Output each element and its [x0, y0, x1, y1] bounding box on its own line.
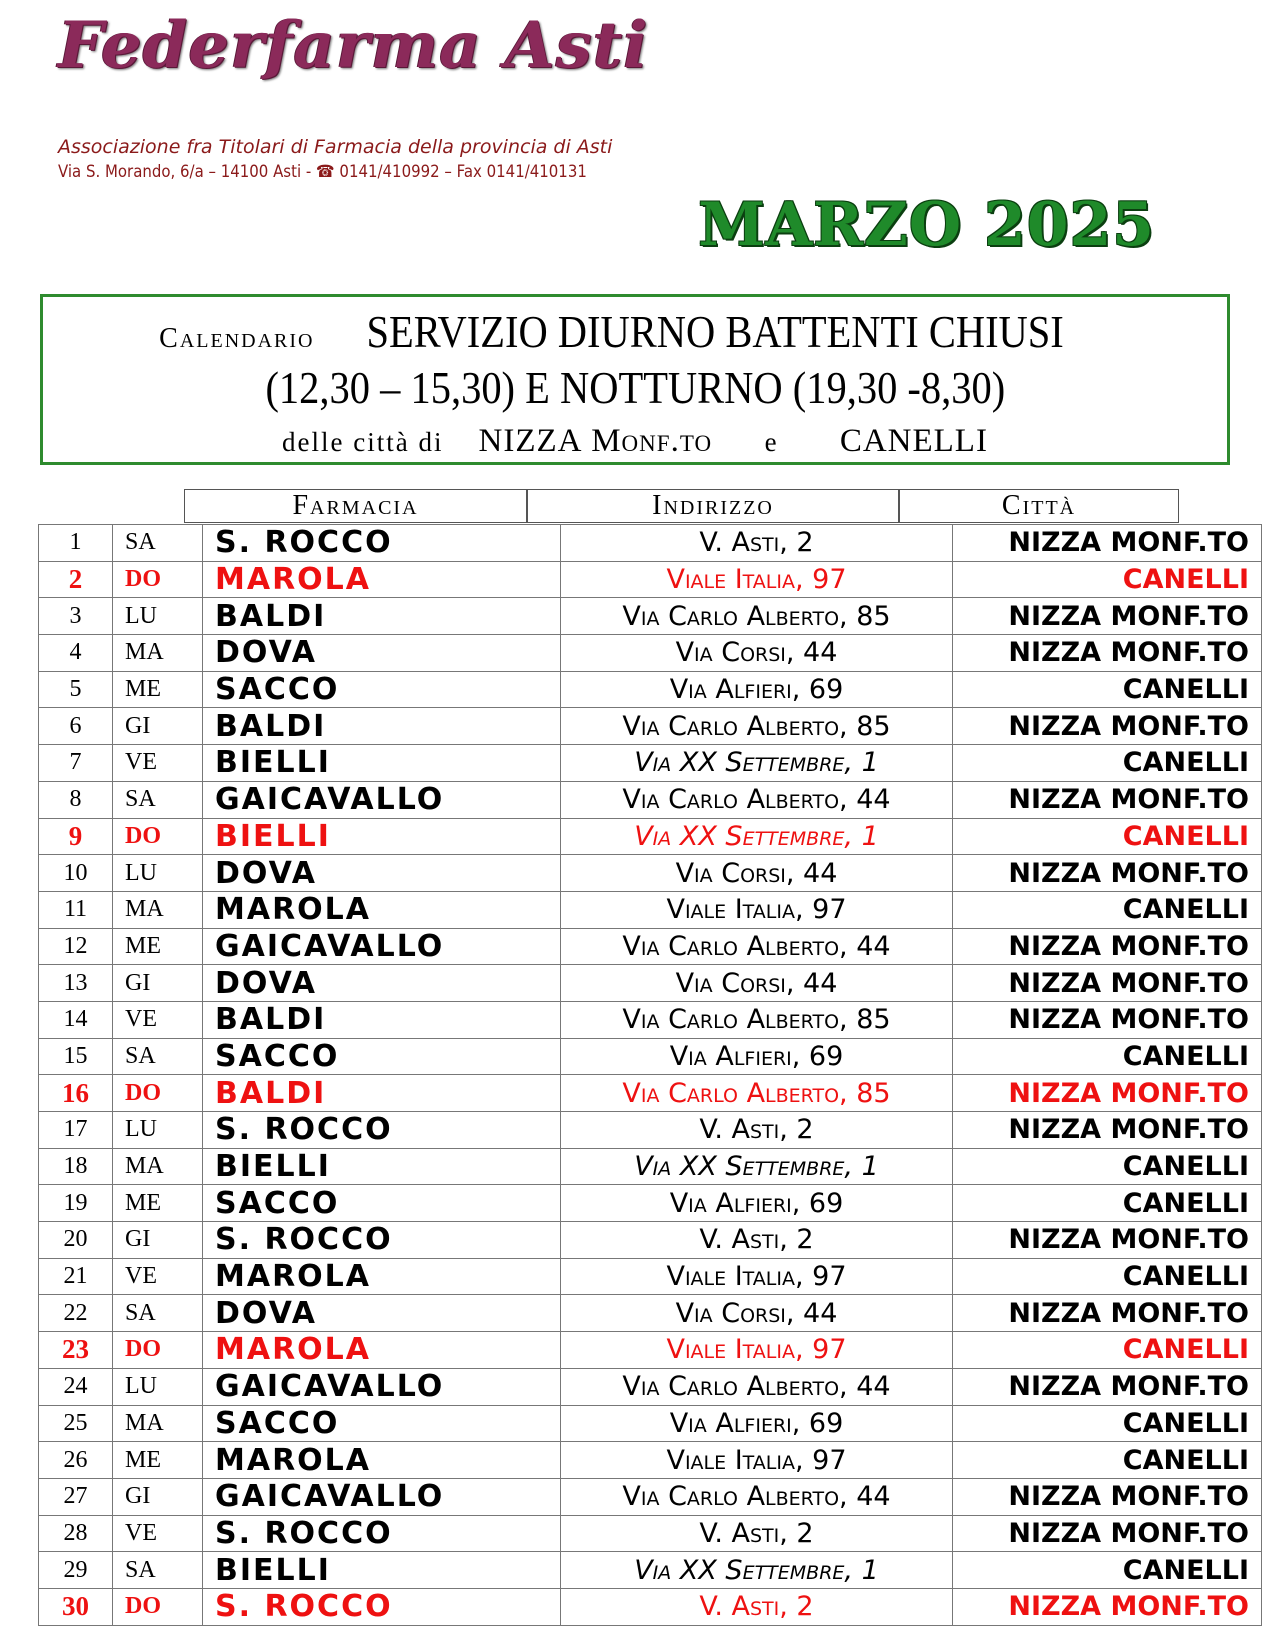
day-number: 24 [39, 1368, 113, 1405]
title-hours [43, 361, 1227, 414]
pharmacy-name: GAICAVALLO [203, 1368, 561, 1405]
day-number: 16 [39, 1075, 113, 1112]
pharmacy-address: Viale Italia, 97 [561, 561, 953, 598]
pharmacy-address: V. Asti, 2 [561, 1112, 953, 1149]
pharmacy-name: MAROLA [203, 1258, 561, 1295]
day-number: 9 [39, 818, 113, 855]
pharmacy-name: MAROLA [203, 1332, 561, 1369]
pharmacy-address: Via XX Settembre, 1 [561, 1552, 953, 1589]
day-number: 19 [39, 1185, 113, 1222]
day-number: 26 [39, 1442, 113, 1479]
day-of-week: DO [113, 818, 203, 855]
pharmacy-address: Via Carlo Alberto, 44 [561, 1478, 953, 1515]
pharmacy-name: GAICAVALLO [203, 1478, 561, 1515]
pharmacy-city: CANELLI [953, 1185, 1262, 1222]
pharmacy-name: SACCO [203, 1405, 561, 1442]
day-of-week: VE [113, 1515, 203, 1552]
day-of-week: ME [113, 671, 203, 708]
pharmacy-name: DOVA [203, 635, 561, 672]
day-number: 4 [39, 635, 113, 672]
day-of-week: GI [113, 708, 203, 745]
day-of-week: SA [113, 781, 203, 818]
day-of-week: LU [113, 1368, 203, 1405]
day-of-week: ME [113, 1185, 203, 1222]
table-row [39, 1515, 1262, 1552]
pharmacy-city: NIZZA MONF.TO [953, 525, 1262, 562]
day-number: 18 [39, 1148, 113, 1185]
day-of-week: SA [113, 1038, 203, 1075]
pharmacy-address: Via Carlo Alberto, 85 [561, 1075, 953, 1112]
pharmacy-address: Via Carlo Alberto, 44 [561, 781, 953, 818]
table-row [39, 1332, 1262, 1369]
pharmacy-name: BIELLI [203, 1148, 561, 1185]
table-row [39, 1442, 1262, 1479]
table-row [39, 1222, 1262, 1259]
pharmacy-address: Via Carlo Alberto, 85 [561, 708, 953, 745]
day-of-week: SA [113, 525, 203, 562]
pharmacy-city: NIZZA MONF.TO [953, 1478, 1262, 1515]
cities-prefix: delle città di [282, 427, 444, 457]
day-number: 3 [39, 598, 113, 635]
day-number: 7 [39, 745, 113, 782]
pharmacy-address: Via Carlo Alberto, 85 [561, 1001, 953, 1038]
day-of-week: ME [113, 928, 203, 965]
table-row [39, 745, 1262, 782]
pharmacy-city: NIZZA MONF.TO [953, 598, 1262, 635]
pharmacy-city: NIZZA MONF.TO [953, 1588, 1262, 1625]
table-row [39, 1368, 1262, 1405]
pharmacy-address: Via Alfieri, 69 [561, 1185, 953, 1222]
pharmacy-name: S. ROCCO [203, 1515, 561, 1552]
pharmacy-city: CANELLI [953, 818, 1262, 855]
pharmacy-city: NIZZA MONF.TO [953, 635, 1262, 672]
day-of-week: LU [113, 855, 203, 892]
day-number: 27 [39, 1478, 113, 1515]
pharmacy-address: Via Carlo Alberto, 44 [561, 1368, 953, 1405]
city2-name: CANELLI [839, 423, 988, 459]
day-number: 13 [39, 965, 113, 1002]
pharmacy-city: NIZZA MONF.TO [953, 1001, 1262, 1038]
pharmacy-address: V. Asti, 2 [561, 525, 953, 562]
pharmacy-name: MAROLA [203, 561, 561, 598]
pharmacy-address: Via Carlo Alberto, 85 [561, 598, 953, 635]
table-row [39, 1405, 1262, 1442]
table-row [39, 1258, 1262, 1295]
day-of-week: VE [113, 1001, 203, 1038]
pharmacy-name: BIELLI [203, 818, 561, 855]
table-row [39, 891, 1262, 928]
pharmacy-name: BIELLI [203, 1552, 561, 1589]
pharmacy-address: V. Asti, 2 [561, 1222, 953, 1259]
pharmacy-name: MAROLA [203, 1442, 561, 1479]
title-cities [43, 423, 1227, 460]
day-of-week: MA [113, 635, 203, 672]
pharmacy-city: NIZZA MONF.TO [953, 1368, 1262, 1405]
header-indirizzo: Indirizzo [527, 489, 899, 523]
day-number: 22 [39, 1295, 113, 1332]
table-row [39, 1588, 1262, 1625]
city1-suffix: Monf.to [591, 423, 713, 459]
day-number: 1 [39, 525, 113, 562]
pharmacy-city: NIZZA MONF.TO [953, 1075, 1262, 1112]
pharmacy-city: CANELLI [953, 1405, 1262, 1442]
org-address: Via S. Morando, 6/a – 14100 Asti - ☎ 0141/410992 – Fax 0141/410131 [58, 162, 587, 182]
table-row [39, 818, 1262, 855]
table-row [39, 708, 1262, 745]
pharmacy-address: Via XX Settembre, 1 [561, 1148, 953, 1185]
pharmacy-address: Via Corsi, 44 [561, 635, 953, 672]
pharmacy-city: CANELLI [953, 1442, 1262, 1479]
day-of-week: GI [113, 1222, 203, 1259]
day-of-week: DO [113, 1588, 203, 1625]
pharmacy-city: NIZZA MONF.TO [953, 1112, 1262, 1149]
pharmacy-address: Viale Italia, 97 [561, 1258, 953, 1295]
pharmacy-name: SACCO [203, 1185, 561, 1222]
table-row [39, 781, 1262, 818]
pharmacy-name: DOVA [203, 855, 561, 892]
table-row [39, 1552, 1262, 1589]
day-number: 17 [39, 1112, 113, 1149]
pharmacy-name: BALDI [203, 1075, 561, 1112]
title-box [40, 294, 1230, 465]
pharmacy-name: S. ROCCO [203, 1112, 561, 1149]
org-logo-title: Federfarma Asti [58, 8, 649, 83]
day-number: 10 [39, 855, 113, 892]
day-of-week: GI [113, 1478, 203, 1515]
pharmacy-city: CANELLI [953, 671, 1262, 708]
table-row [39, 928, 1262, 965]
day-number: 6 [39, 708, 113, 745]
pharmacy-address: Viale Italia, 97 [561, 1442, 953, 1479]
pharmacy-name: SACCO [203, 671, 561, 708]
pharmacy-name: BALDI [203, 1001, 561, 1038]
pharmacy-address: Via Carlo Alberto, 44 [561, 928, 953, 965]
title-prefix: Calendario [159, 323, 315, 354]
pharmacy-city: NIZZA MONF.TO [953, 965, 1262, 1002]
table-row [39, 965, 1262, 1002]
city1-name: NIZZA [478, 423, 583, 459]
pharmacy-city: CANELLI [953, 561, 1262, 598]
day-of-week: MA [113, 891, 203, 928]
day-number: 12 [39, 928, 113, 965]
day-number: 25 [39, 1405, 113, 1442]
table-row [39, 635, 1262, 672]
pharmacy-city: NIZZA MONF.TO [953, 1295, 1262, 1332]
day-of-week: VE [113, 745, 203, 782]
pharmacy-city: CANELLI [953, 745, 1262, 782]
pharmacy-name: S. ROCCO [203, 1588, 561, 1625]
pharmacy-name: BIELLI [203, 745, 561, 782]
day-number: 11 [39, 891, 113, 928]
pharmacy-address: Via Alfieri, 69 [561, 671, 953, 708]
table-row [39, 1185, 1262, 1222]
pharmacy-city: CANELLI [953, 1038, 1262, 1075]
title-main: SERVIZIO DIURNO BATTENTI CHIUSI [366, 306, 1064, 357]
pharmacy-address: Viale Italia, 97 [561, 891, 953, 928]
table-row [39, 561, 1262, 598]
pharmacy-address: Via Corsi, 44 [561, 855, 953, 892]
day-number: 30 [39, 1588, 113, 1625]
table-row [39, 1075, 1262, 1112]
day-of-week: MA [113, 1148, 203, 1185]
day-of-week: MA [113, 1405, 203, 1442]
pharmacy-city: NIZZA MONF.TO [953, 1515, 1262, 1552]
day-of-week: LU [113, 598, 203, 635]
pharmacy-name: S. ROCCO [203, 1222, 561, 1259]
day-of-week: VE [113, 1258, 203, 1295]
pharmacy-address: Via XX Settembre, 1 [561, 745, 953, 782]
month-title: MARZO 2025 [698, 190, 1155, 260]
pharmacy-city: NIZZA MONF.TO [953, 708, 1262, 745]
day-of-week: DO [113, 1332, 203, 1369]
pharmacy-city: NIZZA MONF.TO [953, 928, 1262, 965]
title-hours-text: (12,30 – 15,30) E NOTTURNO (19,30 -8,30) [265, 362, 1005, 413]
day-of-week: DO [113, 1075, 203, 1112]
pharmacy-city: NIZZA MONF.TO [953, 1222, 1262, 1259]
table-row [39, 671, 1262, 708]
day-number: 28 [39, 1515, 113, 1552]
table-row [39, 1112, 1262, 1149]
pharmacy-name: SACCO [203, 1038, 561, 1075]
day-of-week: DO [113, 561, 203, 598]
day-number: 8 [39, 781, 113, 818]
day-number: 23 [39, 1332, 113, 1369]
title-line-1 [43, 305, 1227, 358]
day-number: 21 [39, 1258, 113, 1295]
pharmacy-city: CANELLI [953, 1552, 1262, 1589]
table-row [39, 1148, 1262, 1185]
calendar-table [38, 524, 1262, 1626]
pharmacy-address: V. Asti, 2 [561, 1515, 953, 1552]
pharmacy-name: DOVA [203, 965, 561, 1002]
pharmacy-address: Via Corsi, 44 [561, 1295, 953, 1332]
day-number: 14 [39, 1001, 113, 1038]
pharmacy-name: GAICAVALLO [203, 928, 561, 965]
day-of-week: LU [113, 1112, 203, 1149]
day-number: 5 [39, 671, 113, 708]
day-number: 2 [39, 561, 113, 598]
pharmacy-city: NIZZA MONF.TO [953, 781, 1262, 818]
pharmacy-address: Viale Italia, 97 [561, 1332, 953, 1369]
pharmacy-city: CANELLI [953, 1148, 1262, 1185]
cities-conj: e [764, 427, 779, 457]
pharmacy-name: MAROLA [203, 891, 561, 928]
table-row [39, 1038, 1262, 1075]
pharmacy-address: Via Corsi, 44 [561, 965, 953, 1002]
pharmacy-address: V. Asti, 2 [561, 1588, 953, 1625]
day-of-week: SA [113, 1295, 203, 1332]
table-row [39, 1478, 1262, 1515]
pharmacy-city: NIZZA MONF.TO [953, 855, 1262, 892]
pharmacy-address: Via XX Settembre, 1 [561, 818, 953, 855]
pharmacy-name: GAICAVALLO [203, 781, 561, 818]
day-number: 15 [39, 1038, 113, 1075]
calendar-body [39, 525, 1262, 1626]
pharmacy-name: DOVA [203, 1295, 561, 1332]
day-of-week: ME [113, 1442, 203, 1479]
day-number: 29 [39, 1552, 113, 1589]
header-citta: Città [899, 489, 1179, 523]
table-row [39, 1295, 1262, 1332]
pharmacy-name: S. ROCCO [203, 525, 561, 562]
pharmacy-city: CANELLI [953, 891, 1262, 928]
pharmacy-city: CANELLI [953, 1332, 1262, 1369]
pharmacy-city: CANELLI [953, 1258, 1262, 1295]
table-row [39, 598, 1262, 635]
pharmacy-name: BALDI [203, 708, 561, 745]
org-subtitle: Associazione fra Titolari di Farmacia della provincia di Asti [58, 136, 613, 158]
header-farmacia: Farmacia [184, 489, 527, 523]
pharmacy-address: Via Alfieri, 69 [561, 1405, 953, 1442]
table-row [39, 525, 1262, 562]
pharmacy-name: BALDI [203, 598, 561, 635]
pharmacy-address: Via Alfieri, 69 [561, 1038, 953, 1075]
day-of-week: GI [113, 965, 203, 1002]
day-number: 20 [39, 1222, 113, 1259]
table-row [39, 1001, 1262, 1038]
table-row [39, 855, 1262, 892]
day-of-week: SA [113, 1552, 203, 1589]
